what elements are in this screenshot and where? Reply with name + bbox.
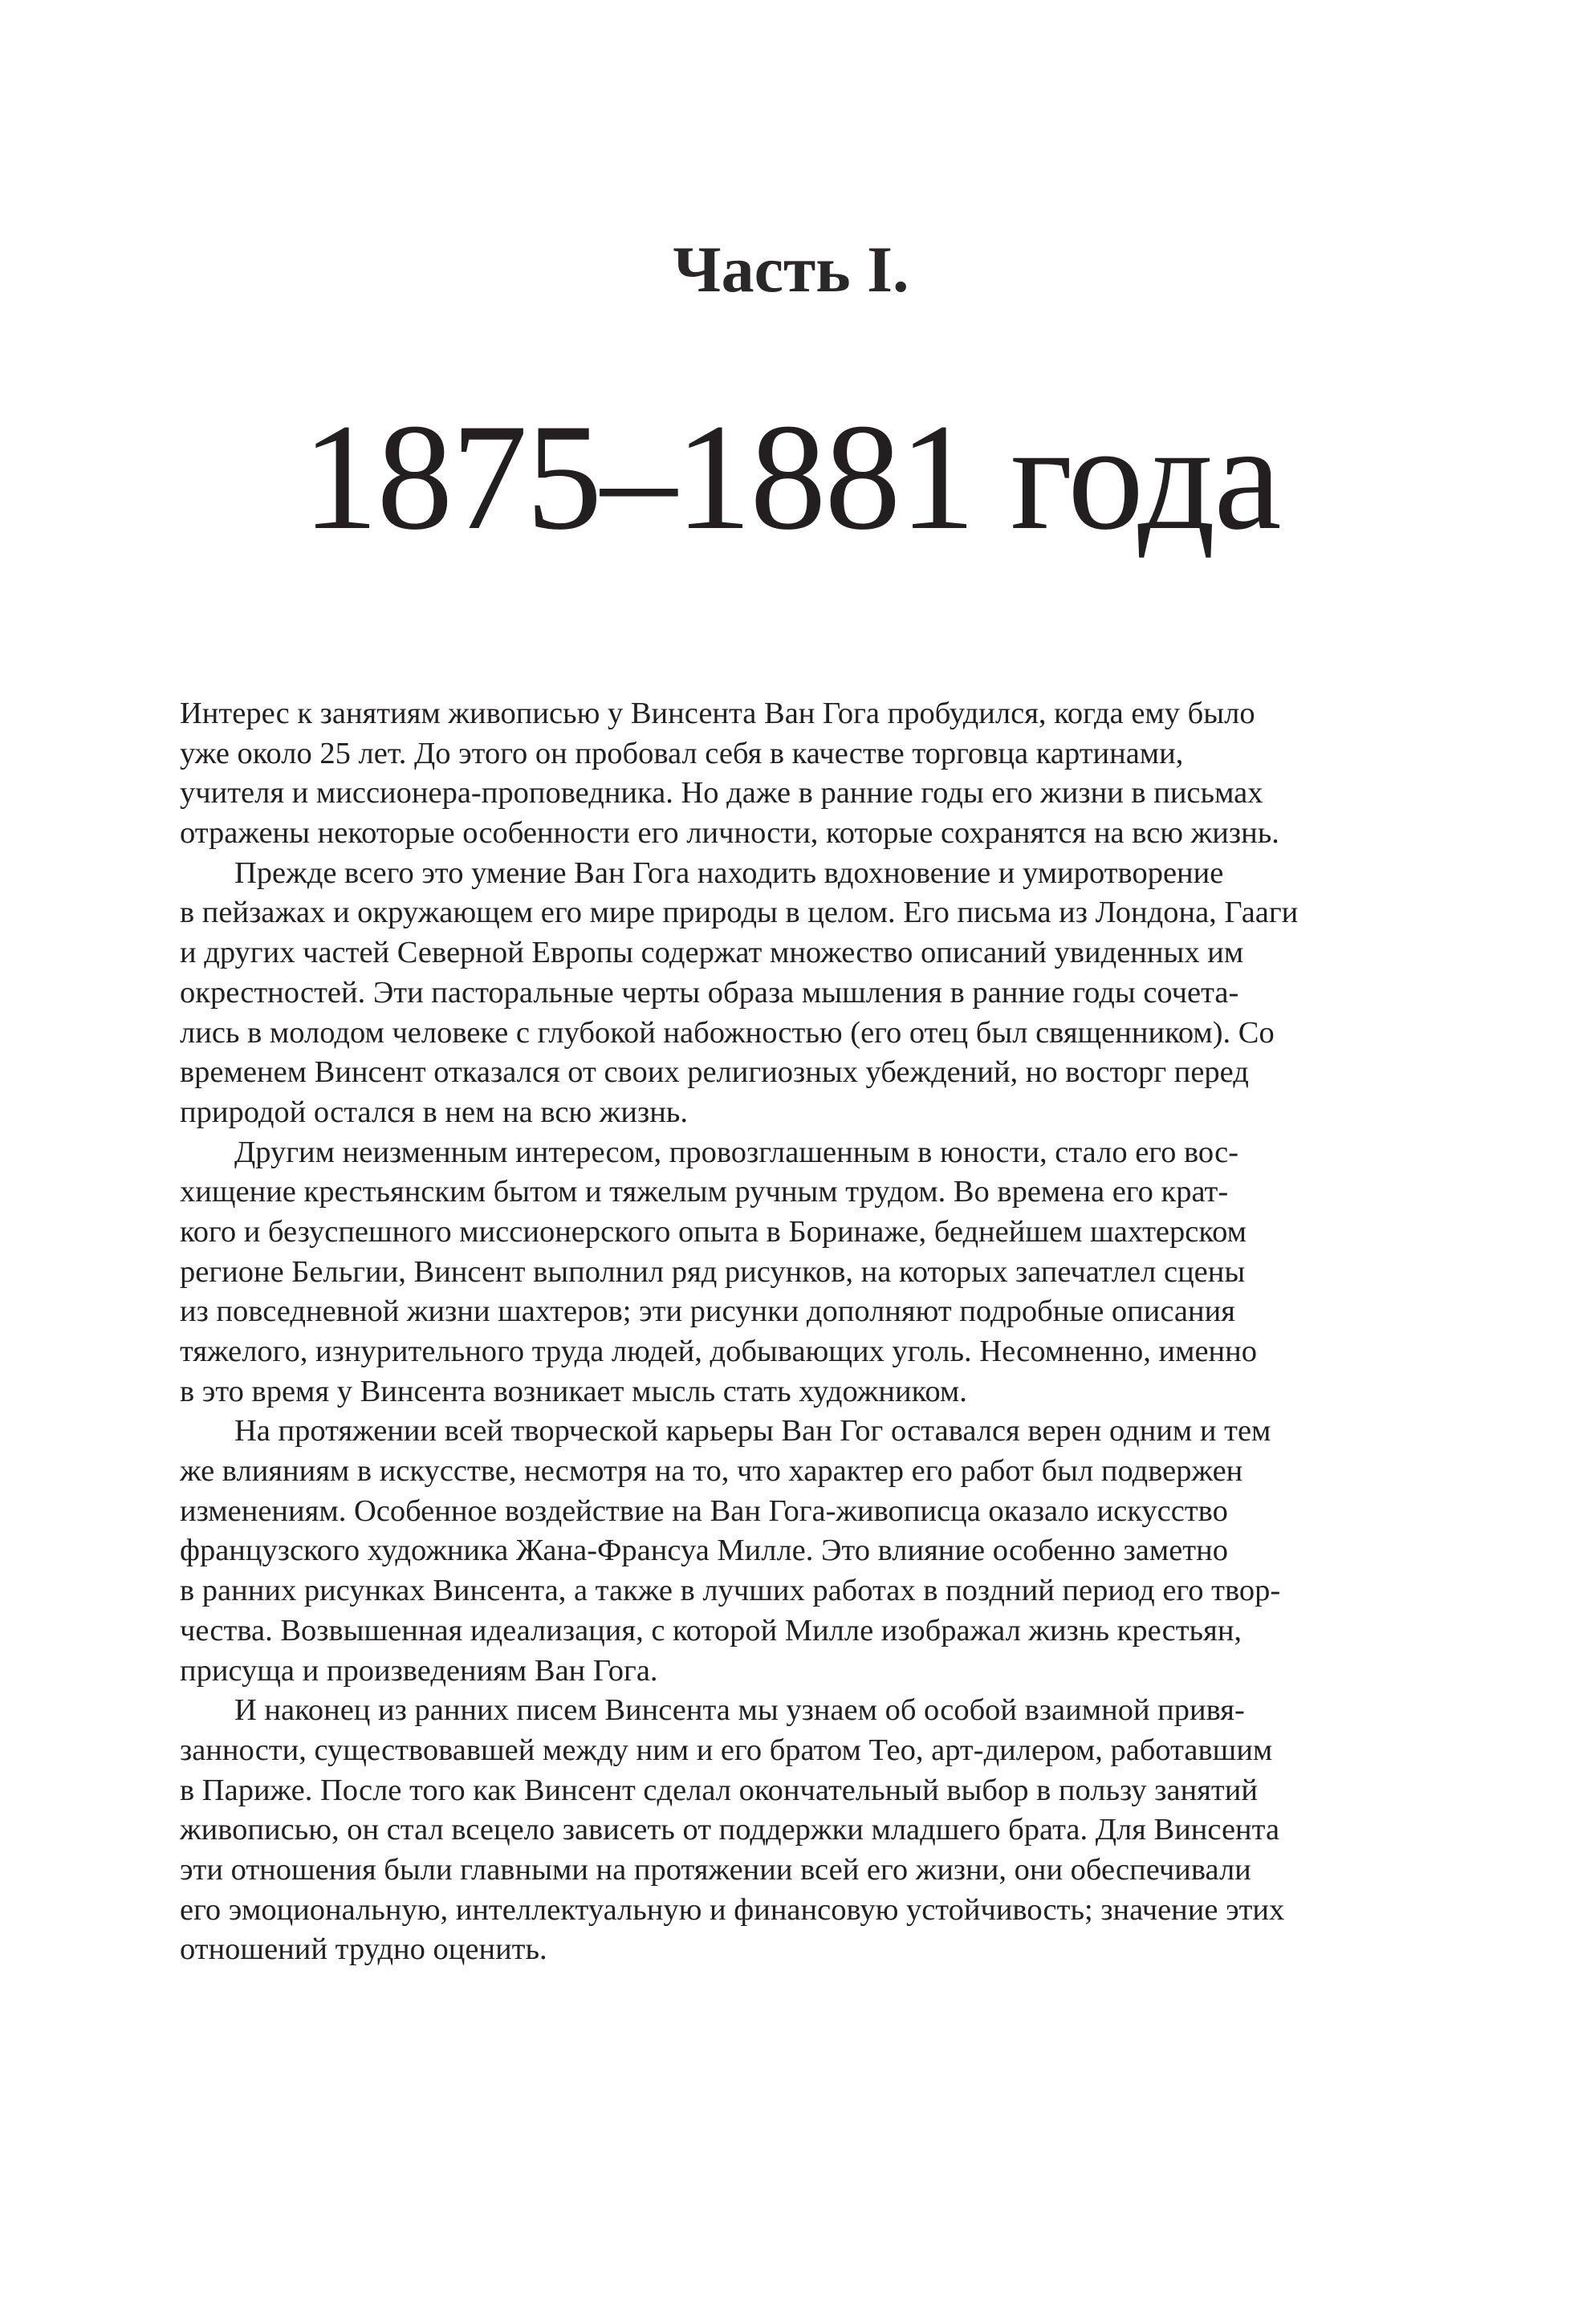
body-text: [180, 694, 1344, 1970]
text-line: хищение крестьянским бытом и тяжелым ручным трудом. Во времена его крат-: [180, 1175, 1229, 1209]
text-line: в пейзажах и окружающем его мире природы в целом. Его письма из Лондона, Гааги: [180, 896, 1299, 930]
text-line: Прежде всего это умение Ван Гога находить вдохновение и умиротворение: [234, 855, 1224, 890]
text-line: отражены некоторые особенности его личности, которые сохранятся на всю жизнь.: [180, 816, 1279, 851]
text-line: занности, существовавшей между ним и его братом Тео, арт-дилером, работавшим: [180, 1733, 1273, 1767]
text-line: кого и безуспешного миссионерского опыта в Боринаже, беднейшем шахтерском: [180, 1214, 1246, 1249]
text-line: эти отношения были главными на протяжении всей его жизни, они обеспечивали: [180, 1852, 1251, 1887]
text-line: же влияниям в искусстве, несмотря на то, что характер его работ был подвержен: [180, 1454, 1243, 1489]
text-line: отношений трудно оценить.: [180, 1932, 547, 1967]
text-line: временем Винсент отказался от своих религиозных убеждений, но восторг перед: [180, 1055, 1249, 1090]
text-line: в Париже. После того как Винсент сделал окончательный выбор в пользу занятий: [180, 1773, 1258, 1807]
text-line: лись в молодом человеке с глубокой набожностью (его отец был священником). Со: [180, 1015, 1275, 1050]
text-line: присуща и произведениям Ван Гога.: [180, 1653, 658, 1688]
text-line: регионе Бельгии, Винсент выполнил ряд рисунков, на которых запечатлел сцены: [180, 1254, 1246, 1289]
text-line: уже около 25 лет. До этого он пробовал себя в качестве торговца картинами,: [180, 736, 1184, 770]
text-line: И наконец из ранних писем Винсента мы узнаем об особой взаимной привя-: [234, 1693, 1245, 1728]
text-line: изменениям. Особенное воздействие на Ван Гога-живописца оказало искусство: [180, 1493, 1228, 1528]
text-line: окрестностей. Эти пасторальные черты образа мышления в ранние годы сочета-: [180, 975, 1239, 1010]
text-line: в ранних рисунках Винсента, а также в лучших работах в поздний период его твор-: [180, 1574, 1281, 1608]
text-line: его эмоциональную, интеллектуальную и финансовую устойчивость; значение этих: [180, 1892, 1285, 1927]
text-line: природой остался в нем на всю жизнь.: [180, 1095, 688, 1129]
text-line: и других частей Северной Европы содержат множество описаний увиденных им: [180, 936, 1244, 970]
text-line: в это время у Винсента возникает мысль стать художником.: [180, 1374, 967, 1408]
chapter-years-title: 1875–1881 года: [302, 393, 1280, 562]
text-line: из повседневной жизни шахтеров; эти рисунки дополняют подробные описания: [180, 1294, 1235, 1329]
text-line: Интерес к занятиям живописью у Винсента Ван Гога пробудился, когда ему было: [180, 697, 1255, 730]
text-line: чества. Возвышенная идеализация, с которой Милле изображал жизнь крестьян,: [180, 1613, 1242, 1648]
text-line: На протяжении всей творческой карьеры Ван Гог оставался верен одним и тем: [234, 1414, 1271, 1448]
text-line: французского художника Жана-Франсуа Милле. Это влияние особенно заметно: [180, 1534, 1228, 1568]
text-line: тяжелого, изнурительного труда людей, добывающих уголь. Несомненно, именно: [180, 1335, 1257, 1368]
text-line: живописью, он стал всецело зависеть от поддержки младшего брата. Для Винсента: [180, 1813, 1280, 1847]
text-line: Другим неизменным интересом, провозглашенным в юности, стало его вос-: [234, 1135, 1239, 1169]
text-line: учителя и миссионера-проповедника. Но даже в ранние годы его жизни в письмах: [180, 776, 1263, 811]
part-title: Часть I.: [673, 233, 909, 306]
